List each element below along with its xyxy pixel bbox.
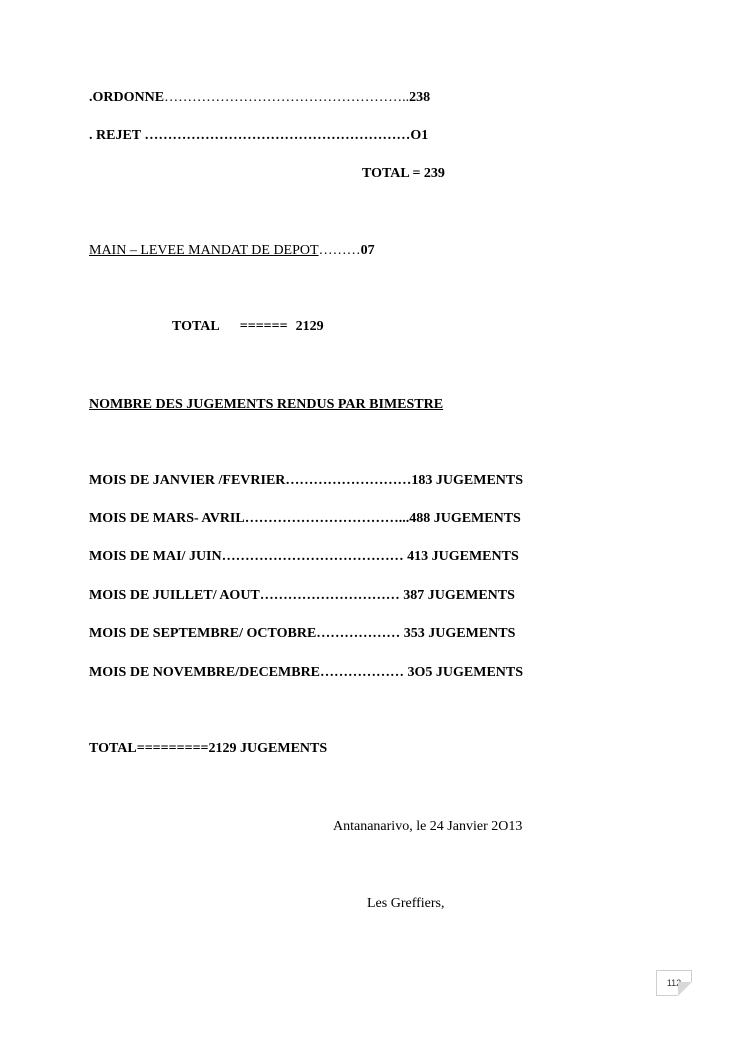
- place-date: Antananarivo, le 24 Janvier 2O13: [333, 819, 523, 834]
- bimestre-row: MOIS DE MARS- AVRIL……………………………...488 JUGEMENTS: [89, 511, 521, 526]
- rejet-line: . REJET …………………………………………………O1: [89, 128, 429, 143]
- jugements-total-line: TOTAL=========2129 JUGEMENTS: [89, 741, 328, 756]
- main-levee-line: [89, 243, 375, 259]
- grand-total-value: 2129: [295, 319, 324, 334]
- ordonne-dots: ……………………………………………..: [164, 90, 410, 105]
- bimestre-row: MOIS DE NOVEMBRE/DECEMBRE……………… 3O5 JUGEMENTS: [89, 665, 524, 680]
- page-curl-icon: [678, 982, 692, 996]
- ordonne-label: .ORDONNE: [89, 90, 165, 105]
- page-number: [656, 970, 692, 996]
- grand-total-separator: ======: [239, 319, 288, 334]
- main-levee-value: 07: [360, 243, 375, 258]
- main-levee-label: MAIN – LEVEE MANDAT DE DEPOT: [89, 243, 319, 258]
- ordonne-line: [89, 90, 430, 106]
- bimestre-row: MOIS DE JANVIER /FEVRIER………………………183 JUGEMENTS: [89, 473, 524, 488]
- section-title: NOMBRE DES JUGEMENTS RENDUS PAR BIMESTRE: [89, 397, 444, 412]
- ordonne-value: 238: [409, 90, 431, 105]
- signature-line: Les Greffiers,: [367, 896, 445, 911]
- bimestre-row: MOIS DE JUILLET/ AOUT………………………… 387 JUGEMENTS: [89, 588, 515, 603]
- bimestre-row: MOIS DE MAI/ JUIN………………………………… 413 JUGEMENTS: [89, 549, 519, 564]
- subtotal-line: TOTAL = 239: [362, 166, 445, 181]
- bimestre-row: MOIS DE SEPTEMBRE/ OCTOBRE……………… 353 JUGEMENTS: [89, 626, 516, 641]
- grand-total-line: [172, 319, 324, 335]
- page-number-text: 112: [666, 978, 682, 988]
- main-levee-dots: ………: [318, 243, 361, 258]
- grand-total-label: TOTAL: [172, 319, 220, 334]
